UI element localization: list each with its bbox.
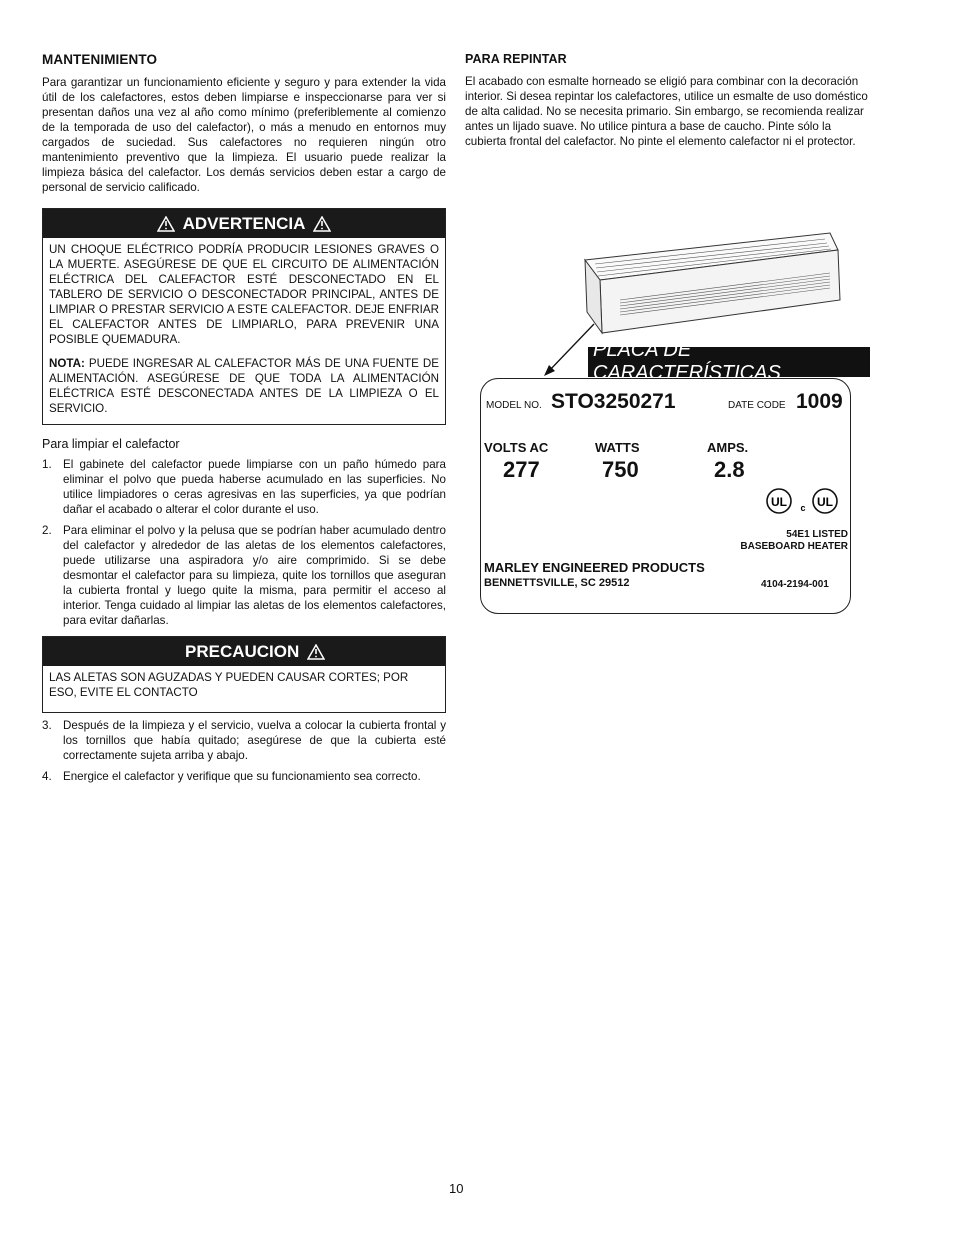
maintenance-text: Para garantizar un funcionamiento eficiente y seguro y para extender la vida útil de los calefactores, estos deben limpiarse e inspeccionarse para ver si presentan daños una vez al año como mínimo (preferiblemente al comienzo de la temporada de uso del calefactor), o más a menudo en entornos muy cargados de suciedad. Sus calefactores no requieren ningún otro mantenimiento preventivo que la limpieza. El usuario puede realizar la limpieza básica del calefactor. Los demás servicios deben estar a cargo de personal de servicio calificado. bbox=[42, 76, 446, 194]
step-text: Después de la limpieza y el servicio, vuelva a colocar la cubierta frontal y los tornillos que había quitado; asegúrese de que la cubierta esté correctamente sujeta arriba y abajo. bbox=[63, 719, 446, 762]
nameplate-title: PLACA DE CARACTERÍSTICAS bbox=[588, 347, 870, 377]
cleaning-steps-2 bbox=[42, 718, 446, 784]
cleaning-steps-1 bbox=[42, 457, 446, 628]
caution-box bbox=[42, 636, 446, 713]
warning-text: UN CHOQUE ELÉCTRICO PODRÍA PRODUCIR LESIONES GRAVES O LA MUERTE. ASEGÚRESE DE QUE EL CIRCUITO DE ALIMENTACIÓN ELÉCTRICA DEL CALEFACTOR ESTÉ DESCONECTADO EN EL TABLERO DE SERVICIO O DESCONECTADOR PRINCIPAL, ANTES DE LIMPIAR O PRESTAR SERVICIO A ESTE CALEFACTOR. DEJE ENFRIAR EL CALEFACTOR ANTES DE LIMPIARLO, PARA PREVENIR UNA POSIBLE QUEMADURA. bbox=[49, 243, 439, 346]
note-text: PUEDE INGRESAR AL CALEFACTOR MÁS DE UNA FUENTE DE ALIMENTACIÓN. ASEGÚRESE DE QUE TODA LA ALIMENTACIÓN ELÉCTRICA ESTÉ DESCONECTADA ANTES DE LA LIMPIEZA O EL SERVICIO. bbox=[49, 357, 439, 415]
date-value: 1009 bbox=[796, 390, 843, 413]
list-item bbox=[42, 523, 446, 628]
baseboard-heater-illustration bbox=[580, 230, 850, 340]
company-name: MARLEY ENGINEERED PRODUCTS bbox=[484, 560, 705, 575]
warning-header bbox=[43, 209, 445, 238]
date-label: DATE CODE bbox=[728, 400, 786, 411]
warning-box bbox=[42, 208, 446, 425]
ul-listing-marks bbox=[765, 487, 841, 515]
warning-triangle-icon bbox=[307, 644, 325, 660]
page-number: 10 bbox=[449, 1181, 464, 1196]
company-city: BENNETTSVILLE, SC 29512 bbox=[484, 577, 630, 589]
model-label: MODEL NO. bbox=[486, 400, 542, 411]
warning-body bbox=[43, 238, 445, 424]
nameplate bbox=[480, 378, 851, 614]
listing-line-1: 54E1 LISTED bbox=[786, 529, 848, 540]
step-text: El gabinete del calefactor puede limpiarse con un paño húmedo para eliminar el polvo que pueda haberse acumulado en las superficies. No utilice limpiadores o ceras agresivas en las superficies, ya que podrían dañar el acabado o alterar el color durante el uso. bbox=[63, 458, 446, 516]
c-mark: c bbox=[800, 503, 806, 513]
step-number: 3. bbox=[42, 719, 52, 732]
amps-value: 2.8 bbox=[714, 457, 745, 482]
step-text: Energice el calefactor y verifique que su funcionamiento sea correcto. bbox=[63, 770, 421, 783]
list-item bbox=[42, 769, 446, 784]
repaint-title: PARA REPINTAR bbox=[465, 52, 567, 66]
step-number: 2. bbox=[42, 524, 52, 537]
model-value: STO3250271 bbox=[551, 390, 676, 413]
amps-label: AMPS. bbox=[707, 440, 749, 455]
listing-line-2: BASEBOARD HEATER bbox=[740, 541, 848, 552]
ul-mark: UL bbox=[771, 495, 787, 509]
note-label: NOTA: bbox=[49, 357, 85, 370]
part-number: 4104-2194-001 bbox=[761, 579, 829, 590]
warning-note bbox=[49, 356, 439, 416]
maintenance-title: MANTENIMIENTO bbox=[42, 52, 158, 67]
step-text: Para eliminar el polvo y la pelusa que se podrían haber acumulado dentro del calefactor y alrededor de las aletas de los elementos calefactores, puede utilizarse una aspiradora y/o aire comprimido. Si se debe desmontar el calefactor para su limpieza, quite los tornillos que aseguran la cubierta frontal y luego quite la misma, para permitir el acceso al interior. Tenga cuidado al limpiar las aletas de los elementos calefactores, para evitar dañarlas. bbox=[63, 524, 446, 627]
caution-text: LAS ALETAS SON AGUZADAS Y PUEDEN CAUSAR CORTES; POR ESO, EVITE EL CONTACTO bbox=[49, 671, 409, 699]
step-number: 4. bbox=[42, 770, 52, 783]
step-number: 1. bbox=[42, 458, 52, 471]
ul-mark: UL bbox=[817, 495, 833, 509]
warning-triangle-icon bbox=[313, 216, 331, 232]
list-item bbox=[42, 457, 446, 517]
watts-value: 750 bbox=[602, 457, 639, 482]
caution-title: PRECAUCION bbox=[185, 641, 300, 661]
cleaning-title: Para limpiar el calefactor bbox=[42, 437, 180, 451]
list-item bbox=[42, 718, 446, 763]
warning-triangle-icon bbox=[157, 216, 175, 232]
left-column bbox=[42, 52, 446, 790]
volts-value: 277 bbox=[503, 457, 540, 482]
right-column bbox=[465, 52, 875, 149]
repaint-text: El acabado con esmalte horneado se eligió para combinar con la decoración interior. Si desea repintar los calefactores, utilice un esmalte de uso doméstico de alta calidad. No se necesita primario. Sin embargo, se recomienda realizar antes un lijado suave. No utilice pintura a base de caucho. Pinte sólo la cubierta frontal del calefactor. No pinte el elemento calefactor ni el protector. bbox=[465, 75, 868, 148]
caution-body bbox=[43, 666, 445, 712]
caution-header bbox=[43, 637, 445, 666]
watts-label: WATTS bbox=[595, 440, 640, 455]
warning-title: ADVERTENCIA bbox=[182, 213, 306, 233]
volts-label: VOLTS AC bbox=[484, 440, 549, 455]
